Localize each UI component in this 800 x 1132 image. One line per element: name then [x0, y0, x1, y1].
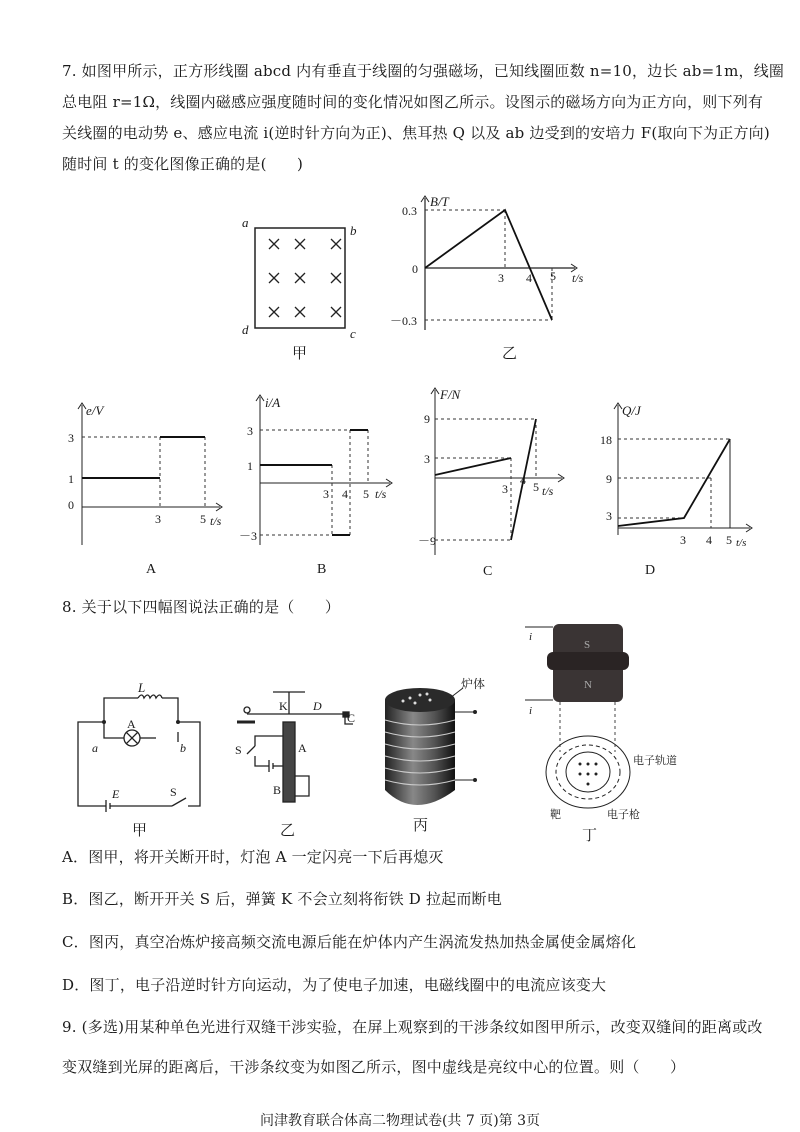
tick-x: 3 [502, 482, 508, 496]
option-b-graph [235, 385, 405, 580]
y-axis-label: Q/J [622, 403, 641, 418]
tick-x: 3 [680, 533, 686, 547]
caption: 乙 [280, 823, 296, 839]
q8-figure-relay [225, 690, 365, 840]
q8-option-b: B．图乙，断开开关 S 后，弹簧 K 不会立刻将衔铁 D 拉起而断电 [62, 890, 502, 908]
option-d-graph [600, 400, 770, 580]
label-N-pole: N [584, 679, 592, 691]
label-A: A [298, 741, 307, 755]
x-axis-label: t/s [572, 271, 584, 285]
label-b: b [180, 741, 186, 755]
tick-y: 9 [424, 412, 430, 426]
tick-x: 4 [706, 533, 712, 547]
tick-y: 9 [606, 472, 612, 486]
tick-x-4: 4 [526, 271, 532, 285]
caption: 甲 [132, 823, 148, 839]
x-axis-label: t/s [375, 487, 387, 501]
tick-x-5: 5 [550, 269, 556, 283]
label-i-top: i [529, 631, 533, 643]
tick-y: －3 [239, 529, 258, 543]
tick-y: 3 [247, 424, 253, 438]
tick-y: 0 [68, 498, 74, 512]
q7-stem-line-2: 总电阻 r=1Ω，线圈内磁感应强度随时间的变化情况如图乙所示。设图示的磁场方向为正方向，则下列有 [62, 93, 764, 111]
q7-stem-line-1: 7. 如图甲所示，正方形线圈 abcd 内有垂直于线圈的匀强磁场，已知线圈匝数 n=10，边长 ab=1m，线圈 [62, 62, 785, 80]
q8-option-d: D．图丁，电子沿逆时针方向运动，为了使电子加速，电磁线圈中的电流应该变大 [62, 976, 607, 994]
corner-a: a [242, 215, 249, 230]
q9-stem-line-1: 9. (多选)用某种单色光进行双缝干涉实验，在屏上观察到的干涉条纹如图甲所示，改变双缝间的距离或改 [62, 1018, 763, 1036]
y-axis-label: F/N [440, 387, 461, 402]
label-A: A [127, 717, 136, 731]
tick-x: 3 [323, 487, 329, 501]
label-D: D [313, 699, 322, 713]
label-C: C [347, 711, 356, 725]
label-K: K [279, 699, 288, 713]
label-furnace-body: 炉体 [461, 677, 486, 691]
label-S: S [170, 785, 177, 799]
tick-y-top: 0.3 [402, 204, 417, 218]
label-E: E [112, 787, 120, 801]
q7-stem-line-4: 随时间 t 的变化图像正确的是( ) [62, 155, 304, 173]
option-c-graph [420, 385, 590, 580]
x-axis-label: t/s [542, 484, 554, 498]
tick-y: 3 [68, 431, 74, 445]
corner-c: c [350, 326, 356, 341]
label-i-bottom: i [529, 705, 533, 717]
tick-x: 4 [520, 473, 526, 487]
q7-figure-coil [230, 210, 370, 370]
label-electron-gun: 电子枪 [607, 809, 640, 821]
option-a-graph [60, 395, 240, 580]
label-electron-orbit: 电子轨道 [633, 755, 677, 767]
x-axis-label: t/s [736, 537, 747, 549]
tick-x: 5 [726, 533, 732, 547]
label-a: a [92, 741, 98, 755]
label-target: 靶 [550, 809, 561, 821]
label-L: L [138, 680, 146, 695]
tick-x: 4 [342, 487, 348, 501]
y-axis-label: i/A [265, 395, 281, 410]
q8-option-a: A．图甲，将开关断开时，灯泡 A 一定闪亮一下后再熄灭 [62, 848, 444, 866]
tick-x: 3 [155, 512, 161, 526]
q8-stem: 8. 关于以下四幅图说法正确的是（ ） [62, 598, 341, 616]
tick-x: 5 [363, 487, 369, 501]
y-axis-label: B/T [430, 194, 449, 209]
caption: 丙 [413, 818, 429, 834]
tick-y: 3 [424, 452, 430, 466]
caption-a: A [146, 562, 157, 577]
corner-b: b [350, 223, 357, 238]
q7-figure-b-t-graph [390, 190, 610, 365]
tick-x: 5 [200, 512, 206, 526]
caption: 丁 [582, 828, 598, 844]
tick-y-zero: 0 [412, 262, 418, 276]
tick-x-3: 3 [498, 271, 504, 285]
tick-y: 1 [247, 459, 253, 473]
page-footer: 问津教育联合体高二物理试卷(共 7 页)第 3页 [259, 1113, 541, 1129]
q7-stem-line-3: 关线圈的电动势 e、感应电流 i(逆时针方向为正)、焦耳热 Q 以及 ab 边受到的安培力 F(取向下为正方向) [62, 124, 770, 142]
x-axis-label: t/s [210, 514, 222, 528]
y-axis-label: e/V [86, 403, 104, 418]
tick-x: 5 [533, 480, 539, 494]
caption-d: D [645, 563, 656, 578]
tick-y: 1 [68, 472, 74, 486]
caption-b: B [317, 562, 327, 577]
corner-d: d [242, 322, 249, 337]
label-S-pole: S [584, 639, 591, 651]
q8-figure-furnace [375, 670, 505, 840]
q8-figure-circuit [70, 680, 210, 840]
q9-stem-line-2: 变双缝到光屏的距离后，干涉条纹变为如图乙所示，图中虚线是亮纹中心的位置。则（ ） [62, 1058, 686, 1076]
caption-c: C [483, 564, 493, 579]
tick-y: 3 [606, 509, 612, 523]
q8-option-c: C．图丙，真空冶炼炉接高频交流电源后能在炉体内产生涡流发热加热金属使金属熔化 [62, 933, 637, 951]
caption: 甲 [292, 346, 308, 362]
label-S: S [235, 743, 242, 757]
tick-y: 18 [600, 433, 612, 447]
tick-y: －9 [418, 534, 437, 548]
q8-figure-betatron [525, 622, 725, 842]
tick-y-bottom: －0.3 [390, 314, 418, 328]
label-B: B [273, 783, 282, 797]
caption: 乙 [502, 346, 518, 362]
